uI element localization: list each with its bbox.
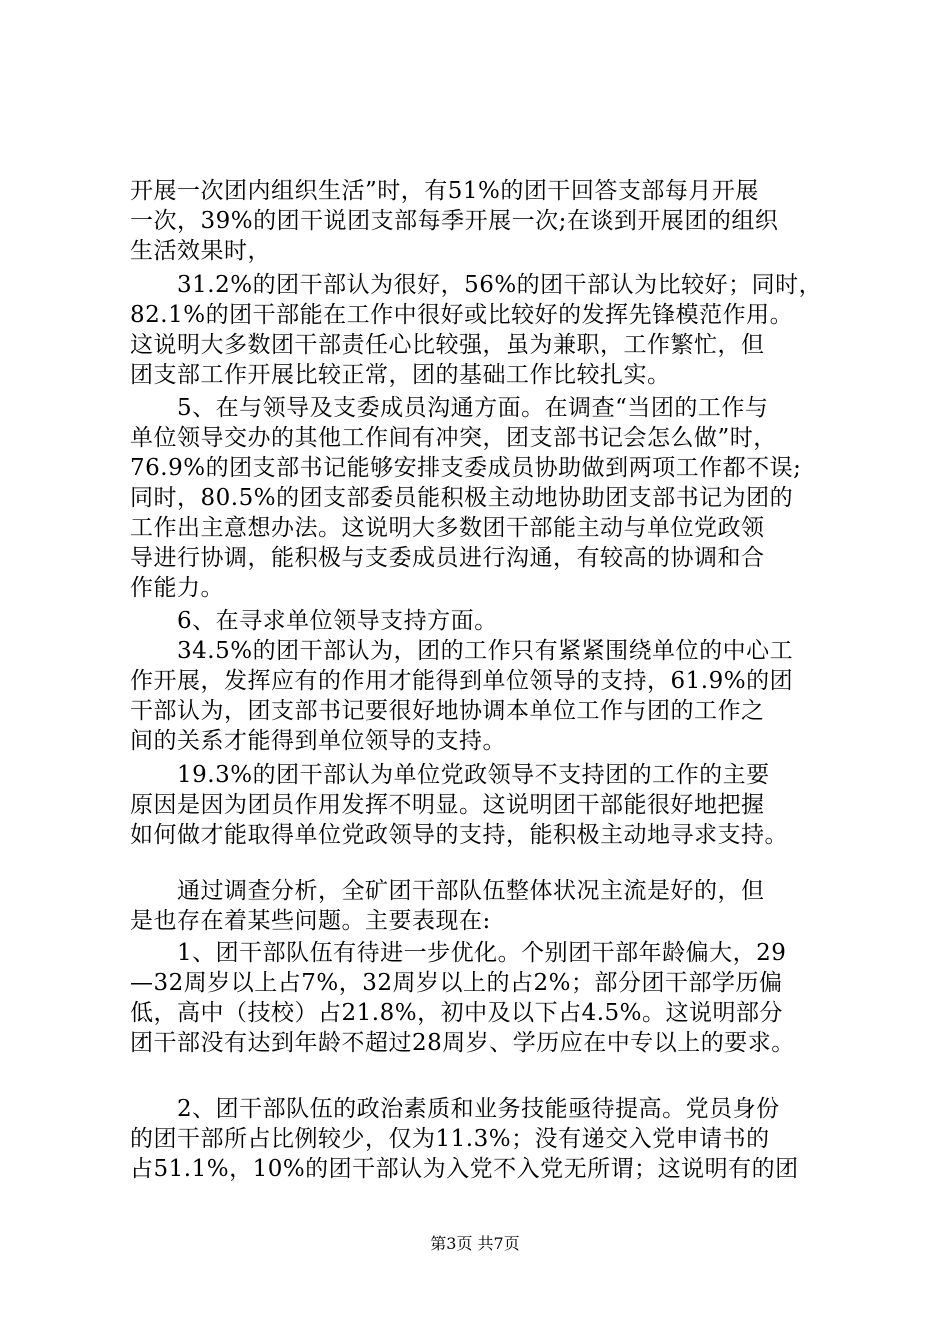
text-line: 是也存在着某些问题。主要表现在: [130, 908, 491, 934]
text-line: 干部认为，团支部书记要很好地协调本单位工作与团的工作之 [130, 698, 765, 724]
text-line: 34.5%的团干部认为，团的工作只有紧紧围绕单位的中心工 [130, 638, 794, 664]
text-line: 单位领导交办的其他工作间有冲突，团支部书记会怎么做”时， [130, 425, 777, 451]
text-line: 82.1%的团干部能在工作中很好或比较好的发挥先锋模范作用。 [130, 302, 794, 328]
text-line: 如何做才能取得单位党政领导的支持，能积极主动地寻求支持。 [130, 822, 788, 848]
text-line: 团支部工作开展比较正常，团的基础工作比较扎实。 [130, 362, 671, 388]
text-line: 的团干部所占比例较少，仅为11.3%；没有递交入党申请书的 [130, 1126, 770, 1152]
text-line: 31.2%的团干部认为很好，56%的团干部认为比较好；同时， [130, 272, 823, 298]
text-line: —32周岁以上占7%，32周岁以上的占2%；部分团干部学历偏 [130, 970, 783, 996]
page-footer: 第3页 共7页 [430, 1234, 520, 1253]
text-line: 76.9%的团支部书记能够安排支委成员协助做到两项工作都不误; [130, 455, 802, 481]
text-line: 低，高中（技校）占21.8%，初中及以下占4.5%。这说明部分 [130, 1000, 783, 1026]
text-line: 6、在寻求单位领导支持方面。 [130, 608, 498, 634]
text-line: 工作出主意想办法。这说明大多数团干部能主动与单位党政领 [130, 515, 765, 541]
text-line: 通过调查分析，全矿团干部队伍整体状况主流是好的，但 [130, 878, 765, 904]
text-line: 原因是因为团员作用发挥不明显。这说明团干部能很好地把握 [130, 792, 765, 818]
text-line: 一次，39%的团干说团支部每季开展一次;在谈到开展团的组织 [130, 208, 779, 234]
text-line: 19.3%的团干部认为单位党政领导不支持团的工作的主要 [130, 762, 770, 788]
text-line: 同时，80.5%的团支部委员能积极主动地协助团支部书记为团的 [130, 485, 794, 511]
text-line: 2、团干部队伍的政治素质和业务技能亟待提高。党员身份 [130, 1096, 780, 1122]
text-line: 5、在与领导及支委成员沟通方面。在调查“当团的工作与 [130, 395, 769, 421]
text-line: 占51.1%，10%的团干部认为入党不入党无所谓；这说明有的团 [130, 1156, 799, 1182]
text-line: 导进行协调，能积极与支委成员进行沟通，有较高的协调和合 [130, 545, 765, 571]
text-line: 这说明大多数团干部责任心比较强，虽为兼职，工作繁忙，但 [130, 332, 765, 358]
text-line: 作开展，发挥应有的作用才能得到单位领导的支持，61.9%的团 [130, 668, 794, 694]
text-line: 生活效果时， [130, 238, 271, 264]
text-line: 开展一次团内组织生活”时，有51%的团干回答支部每月开展 [130, 178, 759, 204]
text-line: 团干部没有达到年龄不超过28周岁、学历应在中专以上的要求。 [130, 1030, 795, 1056]
text-line: 间的关系才能得到单位领导的支持。 [130, 728, 506, 754]
text-line: 1、团干部队伍有待进一步优化。个别团干部年龄偏大，29 [130, 940, 787, 966]
text-line: 作能力。 [130, 575, 224, 601]
